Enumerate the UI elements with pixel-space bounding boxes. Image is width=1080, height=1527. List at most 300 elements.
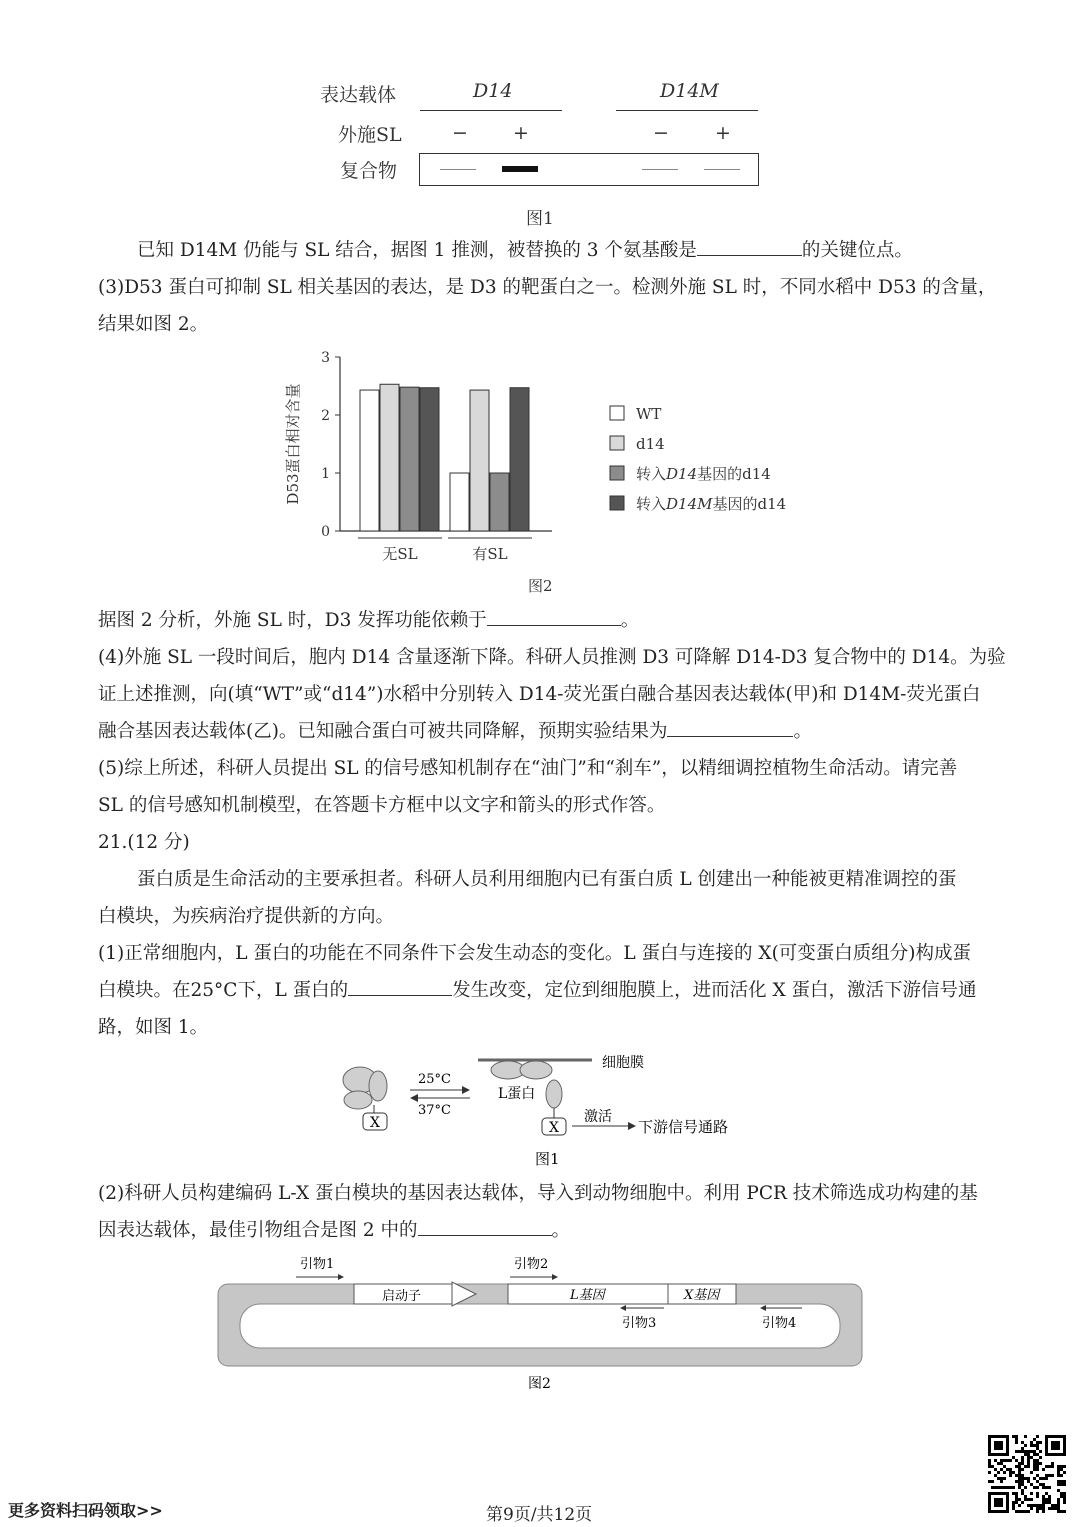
- qr-module: [1039, 1504, 1042, 1507]
- qr-module: [1048, 1501, 1051, 1504]
- arrow-forward-head: [462, 1086, 470, 1094]
- qr-module: [1012, 1435, 1015, 1438]
- qr-module: [1051, 1504, 1054, 1507]
- qr-module: [1045, 1498, 1048, 1501]
- qr-module: [1042, 1507, 1045, 1510]
- membrane-label: 细胞膜: [602, 1055, 644, 1071]
- qr-module: [1021, 1483, 1024, 1486]
- qr-module: [994, 1459, 997, 1462]
- promoter-label: 启动子: [382, 1289, 422, 1304]
- qr-module: [1036, 1507, 1039, 1510]
- q4-line3-text-b: 。: [793, 721, 812, 742]
- para-p1: [137, 232, 913, 269]
- qr-module: [1027, 1462, 1030, 1465]
- qr-module: [1057, 1483, 1060, 1486]
- qr-module: [1042, 1495, 1045, 1498]
- sl-plus-1: +: [513, 122, 529, 144]
- qr-module: [1033, 1465, 1036, 1468]
- qr-module: [1054, 1507, 1057, 1510]
- bar: [510, 388, 529, 531]
- qr-module: [1030, 1498, 1033, 1501]
- footer-promo[interactable]: 更多资料扫码领取>>: [8, 1501, 163, 1520]
- q21-intro-1: 蛋白质是生命活动的主要承担者。科研人员利用细胞内已有蛋白质 L 创建出一种能被更精准调控的蛋: [137, 869, 957, 890]
- qr-module: [1000, 1459, 1003, 1462]
- qr-module: [1045, 1465, 1048, 1468]
- qr-module: [1021, 1492, 1024, 1495]
- bar: [360, 390, 379, 531]
- qr-module: [1015, 1438, 1018, 1441]
- qr-finder: [994, 1441, 1003, 1450]
- qr-module: [1006, 1459, 1009, 1462]
- qr-module: [1018, 1510, 1021, 1513]
- plasmid-diagram: [210, 1250, 870, 1395]
- qr-module: [1033, 1450, 1036, 1453]
- qr-module: [1036, 1462, 1039, 1465]
- qr-module: [1036, 1492, 1039, 1495]
- qr-module: [1027, 1480, 1030, 1483]
- qr-module: [1051, 1462, 1054, 1465]
- label-vector: 表达载体: [320, 84, 397, 106]
- y-tick-label: 0: [321, 524, 330, 540]
- qr-module: [1018, 1504, 1021, 1507]
- qr-module: [1042, 1498, 1045, 1501]
- qr-module: [1057, 1465, 1060, 1468]
- activate-arrow-head: [628, 1122, 636, 1130]
- qr-module: [1015, 1480, 1018, 1483]
- q5-line1: (5)综上所述，科研人员提出 SL 的信号感知机制存在“油门”和“刹车”，以精细调控植物生命活动。请完善: [98, 758, 958, 779]
- qr-module: [1024, 1450, 1027, 1453]
- qr-module: [1036, 1495, 1039, 1498]
- q4-line3-text-a: 融合基因表达载体(乙)。已知融合蛋白可被共同降解，预期实验结果为: [98, 721, 668, 742]
- qr-module: [1018, 1462, 1021, 1465]
- qr-module: [1021, 1489, 1024, 1492]
- qr-module: [994, 1486, 997, 1489]
- qr-module: [1021, 1501, 1024, 1504]
- qr-module: [1063, 1483, 1066, 1486]
- qr-module: [1009, 1474, 1012, 1477]
- bar: [400, 387, 419, 531]
- qr-module: [1024, 1453, 1027, 1456]
- qr-module: [1003, 1465, 1006, 1468]
- legend-label: 转入D14M基因的d14: [636, 495, 787, 513]
- qr-module: [1063, 1465, 1066, 1468]
- qr-module: [1039, 1441, 1042, 1444]
- q21-2-text-b: 。: [551, 1220, 571, 1241]
- qr-module: [1033, 1444, 1036, 1447]
- primer4-label: 引物4: [762, 1316, 797, 1331]
- qr-module: [1021, 1474, 1024, 1477]
- qr-module: [1033, 1468, 1036, 1471]
- bar: [380, 384, 399, 531]
- qr-module: [1048, 1465, 1051, 1468]
- q21-intro-2: 白模块，为疾病治疗提供新的方向。: [98, 906, 395, 927]
- d53-bar-chart: [270, 340, 830, 600]
- qr-module: [1015, 1465, 1018, 1468]
- answer-blank-1[interactable]: [697, 235, 802, 256]
- qr-module: [1000, 1477, 1003, 1480]
- qr-module: [1015, 1495, 1018, 1498]
- qr-module: [1030, 1450, 1033, 1453]
- qr-module: [1057, 1474, 1060, 1477]
- qr-module: [1036, 1453, 1039, 1456]
- qr-module: [1039, 1462, 1042, 1465]
- qr-module: [991, 1465, 994, 1468]
- qr-module: [1018, 1474, 1021, 1477]
- sl-plus-2: +: [715, 122, 731, 144]
- qr-module: [1027, 1456, 1030, 1459]
- temp-37: 37°C: [418, 1103, 451, 1118]
- q21-title: 21.(12 分): [98, 832, 190, 853]
- qr-module: [1024, 1465, 1027, 1468]
- qr-module: [1021, 1462, 1024, 1465]
- qr-module: [1030, 1441, 1033, 1444]
- qr-module: [1021, 1480, 1024, 1483]
- qr-module: [997, 1471, 1000, 1474]
- qr-module: [1063, 1495, 1066, 1498]
- qr-module: [1003, 1459, 1006, 1462]
- qr-module: [1000, 1486, 1003, 1489]
- qr-module: [988, 1471, 991, 1474]
- qr-module: [1009, 1468, 1012, 1471]
- q21-2-line1: (2)科研人员构建编码 L-X 蛋白模块的基因表达载体，导入到动物细胞中。利用 PCR 技术筛选成功构建的基: [98, 1183, 978, 1204]
- qr-module: [1024, 1495, 1027, 1498]
- downstream-label: 下游信号通路: [638, 1118, 729, 1136]
- qr-module: [1018, 1480, 1021, 1483]
- qr-module: [1003, 1486, 1006, 1489]
- qr-module: [1027, 1459, 1030, 1462]
- qr-module: [991, 1480, 994, 1483]
- legend-swatch: [610, 436, 624, 450]
- sl-minus-1: −: [452, 122, 468, 144]
- qr-module: [988, 1465, 991, 1468]
- qr-module: [1057, 1489, 1060, 1492]
- qr-module: [1021, 1456, 1024, 1459]
- qr-module: [1036, 1486, 1039, 1489]
- qr-module: [988, 1462, 991, 1465]
- q4-line3: [98, 713, 812, 750]
- qr-module: [1012, 1501, 1015, 1504]
- qr-module: [1021, 1441, 1024, 1444]
- qr-module: [1018, 1465, 1021, 1468]
- qr-module: [1036, 1459, 1039, 1462]
- qr-module: [1045, 1486, 1048, 1489]
- legend-label: d14: [636, 435, 665, 453]
- qr-module: [1051, 1465, 1054, 1468]
- bar: [420, 388, 439, 531]
- qr-module: [997, 1462, 1000, 1465]
- qr-module: [1033, 1453, 1036, 1456]
- qr-module: [1060, 1474, 1063, 1477]
- qr-module: [1039, 1483, 1042, 1486]
- qr-module: [1045, 1492, 1048, 1495]
- fig2-bottom-caption: 图2: [528, 1376, 551, 1392]
- qr-module: [997, 1486, 1000, 1489]
- q21-2-text-a: 因表达载体，最佳引物组合是图 2 中的: [98, 1220, 418, 1241]
- l-gene-label: L基因: [570, 1288, 605, 1303]
- qr-module: [1057, 1471, 1060, 1474]
- qr-module: [1030, 1444, 1033, 1447]
- legend-label: WT: [636, 405, 662, 423]
- qr-module: [1051, 1507, 1054, 1510]
- qr-module: [1063, 1492, 1066, 1495]
- qr-module: [1015, 1459, 1018, 1462]
- qr-module: [1015, 1450, 1018, 1453]
- qr-module: [1036, 1468, 1039, 1471]
- qr-module: [1009, 1459, 1012, 1462]
- qr-module: [1024, 1498, 1027, 1501]
- qr-module: [1045, 1474, 1048, 1477]
- legend-swatch: [610, 496, 624, 510]
- qr-module: [1030, 1492, 1033, 1495]
- qr-module: [1048, 1486, 1051, 1489]
- qr-finder: [994, 1498, 1003, 1507]
- qr-module: [1018, 1483, 1021, 1486]
- q21-1-text-a: 白模块。在25°C下，L 蛋白的: [98, 980, 349, 1001]
- qr-module: [1021, 1459, 1024, 1462]
- qr-module: [1027, 1498, 1030, 1501]
- q4-line2: 证上述推测，向(填“WT”或“d14”)水稻中分别转入 D14-荧光蛋白融合基因表达载体(甲)和 D14M-荧光蛋白: [98, 684, 981, 705]
- qr-module: [1030, 1504, 1033, 1507]
- qr-module: [1039, 1477, 1042, 1480]
- legend-swatch: [610, 466, 624, 480]
- primer2-label: 引物2: [514, 1257, 549, 1272]
- qr-module: [1030, 1471, 1033, 1474]
- qr-module: [1039, 1456, 1042, 1459]
- qr-module: [1018, 1498, 1021, 1501]
- protein-ellipse-2: [369, 1071, 387, 1101]
- qr-module: [1060, 1465, 1063, 1468]
- qr-module: [1018, 1471, 1021, 1474]
- d14m-underline: [616, 110, 758, 111]
- q5-line2: SL 的信号感知机制模型，在答题卡方框中以文字和箭头的形式作答。: [98, 795, 666, 816]
- after-chart-text-a: 据图 2 分析，外施 SL 时，D3 发挥功能依赖于: [98, 610, 487, 631]
- qr-module: [1030, 1456, 1033, 1459]
- qr-module: [1039, 1507, 1042, 1510]
- qr-module: [1024, 1486, 1027, 1489]
- qr-module: [1000, 1480, 1003, 1483]
- qr-module: [1057, 1510, 1060, 1513]
- qr-module: [1015, 1510, 1018, 1513]
- qr-module: [1036, 1447, 1039, 1450]
- qr-module: [1003, 1477, 1006, 1480]
- qr-module: [1012, 1504, 1015, 1507]
- qr-module: [1048, 1498, 1051, 1501]
- y-axis-label: D53蛋白相对含量: [284, 383, 302, 505]
- label-sl: 外施SL: [338, 124, 402, 146]
- qr-module: [1018, 1450, 1021, 1453]
- qr-module: [1021, 1468, 1024, 1471]
- q3-line1: (3)D53 蛋白可抑制 SL 相关基因的表达，是 D3 的靶蛋白之一。检测外施 SL 时，不同水稻中 D53 的含量，: [98, 277, 997, 298]
- x-label-right: X: [549, 1120, 559, 1136]
- qr-module: [1063, 1480, 1066, 1483]
- fig1-bottom-caption: 图1: [535, 1150, 560, 1168]
- temp-25: 25°C: [418, 1072, 451, 1087]
- qr-module: [1042, 1468, 1045, 1471]
- qr-module: [1051, 1474, 1054, 1477]
- qr-module: [1063, 1510, 1066, 1513]
- qr-module: [1027, 1510, 1030, 1513]
- primer2-arrow-head: [552, 1274, 558, 1280]
- qr-module: [1000, 1462, 1003, 1465]
- qr-module: [1024, 1444, 1027, 1447]
- qr-module: [991, 1486, 994, 1489]
- page-number: 第9页/共12页: [486, 1505, 593, 1525]
- plasmid-inner: [240, 1304, 840, 1348]
- qr-module: [1048, 1474, 1051, 1477]
- qr-module: [988, 1480, 991, 1483]
- qr-module: [1063, 1471, 1066, 1474]
- qr-module: [1003, 1471, 1006, 1474]
- qr-module: [1048, 1507, 1051, 1510]
- protein-ellipse-3: [344, 1091, 372, 1109]
- l-protein-diagram: [330, 1050, 770, 1170]
- qr-module: [988, 1459, 991, 1462]
- qr-module: [1027, 1453, 1030, 1456]
- qr-module: [1021, 1477, 1024, 1480]
- answer-blank-4[interactable]: [348, 975, 452, 996]
- legend-label: 转入D14基因的d14: [636, 465, 771, 483]
- qr-code[interactable]: [988, 1435, 1066, 1513]
- p1-text-b: 的关键位点。: [801, 240, 913, 261]
- qr-module: [1027, 1465, 1030, 1468]
- qr-module: [1018, 1477, 1021, 1480]
- qr-module: [1036, 1474, 1039, 1477]
- p1-text-a: 已知 D14M 仍能与 SL 结合，据图 1 推测，被替换的 3 个氨基酸是: [137, 240, 697, 261]
- q21-1-line1: (1)正常细胞内，L 蛋白的功能在不同条件下会发生动态的变化。L 蛋白与连接的 X(可变蛋白质组分)构成蛋: [98, 943, 972, 964]
- x-gene-label: X基因: [684, 1288, 720, 1303]
- qr-module: [1015, 1474, 1018, 1477]
- qr-module: [1048, 1495, 1051, 1498]
- d14-underline: [420, 110, 562, 111]
- after-chart-text-b: 。: [620, 610, 640, 631]
- qr-module: [1021, 1447, 1024, 1450]
- qr-module: [1057, 1501, 1060, 1504]
- qr-module: [1042, 1504, 1045, 1507]
- qr-module: [1009, 1471, 1012, 1474]
- qr-module: [1042, 1477, 1045, 1480]
- q21-1-text-b: 发生改变，定位到细胞膜上，进而活化 X 蛋白，激活下游信号通: [452, 980, 977, 1001]
- qr-module: [994, 1474, 997, 1477]
- qr-module: [1006, 1486, 1009, 1489]
- qr-module: [1039, 1450, 1042, 1453]
- qr-module: [1012, 1471, 1015, 1474]
- q3-line2: 结果如图 2。: [98, 314, 209, 335]
- q21-1-line3: 路，如图 1。: [98, 1017, 209, 1038]
- qr-module: [1012, 1492, 1015, 1495]
- bar: [490, 473, 509, 531]
- qr-module: [994, 1468, 997, 1471]
- qr-module: [1015, 1492, 1018, 1495]
- qr-module: [1015, 1441, 1018, 1444]
- bar: [470, 390, 489, 531]
- qr-module: [1060, 1492, 1063, 1495]
- qr-module: [1027, 1477, 1030, 1480]
- fig1-top-caption: 图1: [526, 209, 554, 229]
- qr-module: [1027, 1450, 1030, 1453]
- activate-label: 激活: [584, 1109, 612, 1125]
- para-after-chart: [98, 602, 639, 639]
- qr-module: [1057, 1504, 1060, 1507]
- complex-gel-box: [419, 153, 759, 186]
- qr-module: [1036, 1465, 1039, 1468]
- qr-module: [1060, 1495, 1063, 1498]
- bar: [450, 473, 469, 531]
- qr-module: [1033, 1486, 1036, 1489]
- qr-module: [1057, 1480, 1060, 1483]
- sl-minus-2: −: [653, 122, 669, 144]
- qr-module: [1033, 1462, 1036, 1465]
- answer-blank-2[interactable]: [487, 605, 621, 626]
- qr-module: [1036, 1510, 1039, 1513]
- y-tick-label: 3: [321, 350, 330, 366]
- qr-module: [1018, 1486, 1021, 1489]
- membrane-protein-2: [520, 1061, 552, 1079]
- label-complex: 复合物: [340, 160, 398, 182]
- label-d14: D14: [473, 80, 513, 102]
- qr-module: [1012, 1507, 1015, 1510]
- qr-module: [1012, 1456, 1015, 1459]
- qr-module: [1033, 1477, 1036, 1480]
- y-tick-label: 2: [321, 408, 330, 424]
- qr-module: [1060, 1480, 1063, 1483]
- y-tick-label: 1: [321, 466, 330, 482]
- qr-module: [1033, 1504, 1036, 1507]
- q21-2-line2: [98, 1212, 570, 1249]
- qr-module: [1015, 1435, 1018, 1438]
- membrane-protein-3: [546, 1080, 562, 1108]
- qr-module: [1024, 1435, 1027, 1438]
- arrow-back-head: [410, 1094, 418, 1102]
- legend-swatch: [610, 406, 624, 420]
- qr-module: [1030, 1507, 1033, 1510]
- q21-1-line2: [98, 972, 977, 1009]
- primer1-arrow-head: [338, 1274, 344, 1280]
- band-strong: [502, 166, 538, 172]
- qr-module: [1060, 1510, 1063, 1513]
- qr-module: [1009, 1486, 1012, 1489]
- qr-module: [1045, 1477, 1048, 1480]
- primer1-label: 引物1: [300, 1257, 335, 1272]
- qr-module: [1036, 1444, 1039, 1447]
- qr-module: [1036, 1504, 1039, 1507]
- qr-module: [1054, 1504, 1057, 1507]
- qr-module: [1042, 1510, 1045, 1513]
- qr-module: [1057, 1468, 1060, 1471]
- band-faint-3: [704, 169, 740, 170]
- qr-module: [1024, 1510, 1027, 1513]
- qr-module: [1015, 1498, 1018, 1501]
- qr-module: [1030, 1483, 1033, 1486]
- qr-module: [1033, 1459, 1036, 1462]
- qr-module: [1015, 1501, 1018, 1504]
- answer-blank-5[interactable]: [418, 1215, 552, 1236]
- answer-blank-3[interactable]: [667, 716, 793, 737]
- x-category-label: 无SL: [382, 545, 418, 563]
- qr-module: [1063, 1501, 1066, 1504]
- band-faint-1: [440, 169, 476, 170]
- qr-module: [1060, 1468, 1063, 1471]
- qr-module: [1027, 1504, 1030, 1507]
- qr-module: [1000, 1468, 1003, 1471]
- qr-module: [1042, 1483, 1045, 1486]
- band-faint-2: [642, 169, 678, 170]
- qr-finder: [1051, 1441, 1060, 1450]
- qr-module: [1021, 1510, 1024, 1513]
- qr-module: [1057, 1507, 1060, 1510]
- x-label-left: X: [370, 1115, 380, 1131]
- qr-module: [997, 1477, 1000, 1480]
- chart-caption: 图2: [528, 577, 553, 595]
